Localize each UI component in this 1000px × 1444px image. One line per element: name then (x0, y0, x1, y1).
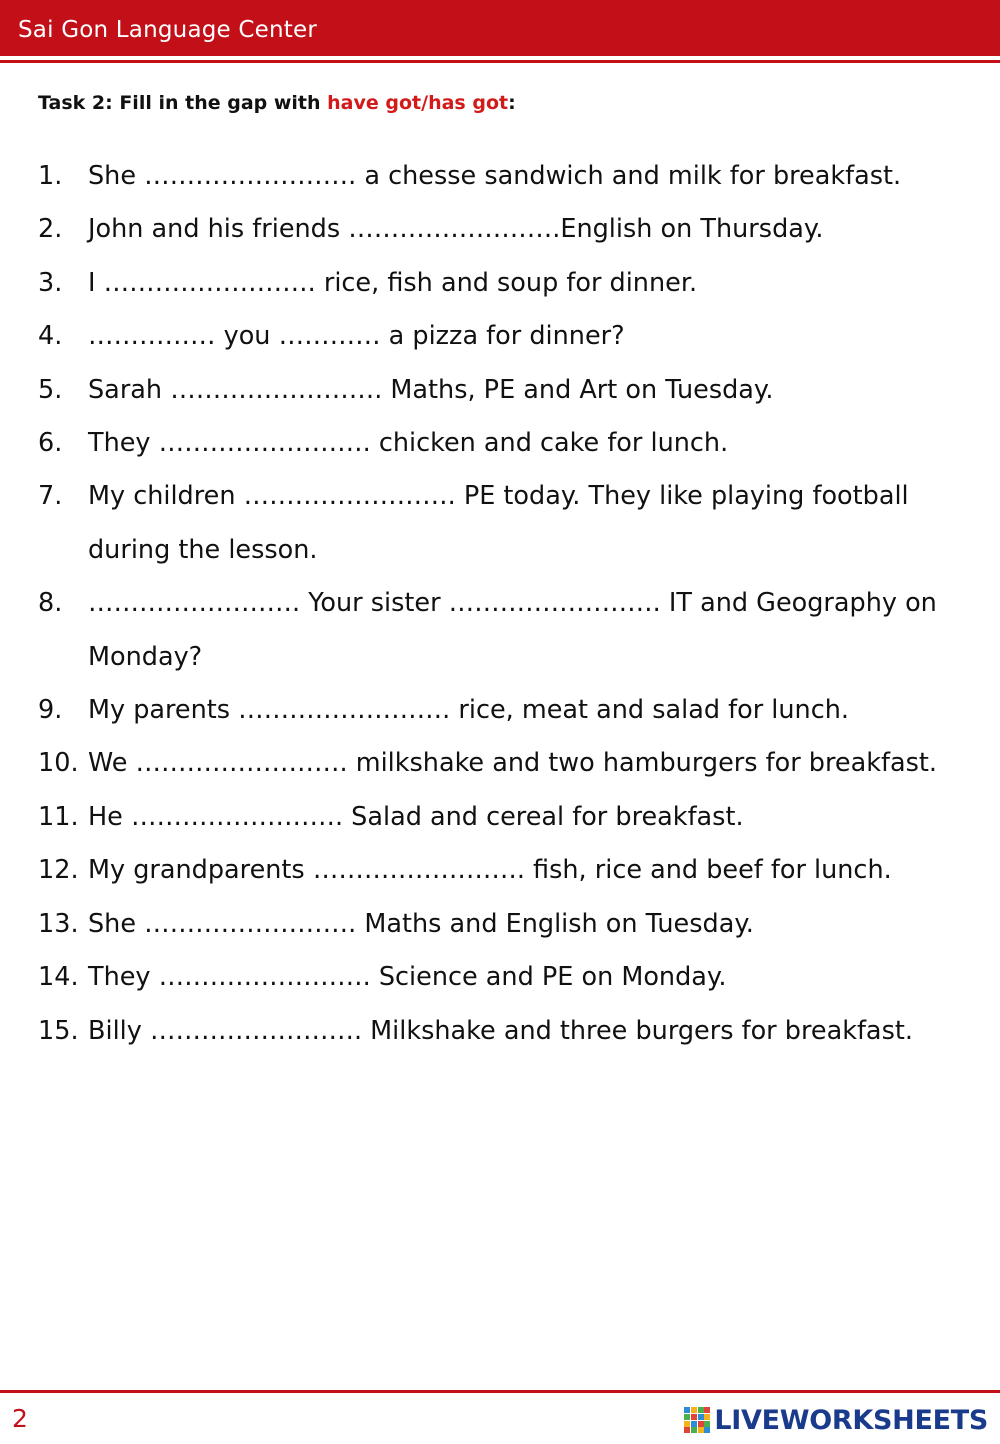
item-text: ……………………. Your sister ……………………. IT and Geography on Monday? (88, 588, 937, 672)
exercise-item (38, 951, 938, 1004)
item-text: He ……………………. Salad and cereal for breakfast. (88, 801, 744, 832)
item-text: John and his friends …………………….English on Thursday. (88, 214, 824, 245)
item-number: 8. (38, 588, 63, 619)
exercise-item (38, 417, 938, 470)
item-text: I ……………………. rice, fish and soup for dinner. (88, 267, 698, 298)
item-text: Billy ……………………. Milkshake and three burgers for breakfast. (88, 1015, 913, 1046)
exercise-item (38, 470, 938, 577)
brand-name: LIVEWORKSHEETS (714, 1404, 988, 1436)
item-text: Sarah ……………………. Maths, PE and Art on Tuesday. (88, 374, 774, 405)
item-text: We ……………………. milkshake and two hamburgers for breakfast. (88, 748, 937, 779)
item-number: 5. (38, 374, 63, 405)
item-number: 9. (38, 695, 63, 726)
item-number: 14. (38, 962, 79, 993)
task-title-prefix: Task 2: Fill in the gap with (38, 92, 328, 114)
item-number: 12. (38, 855, 79, 886)
exercise-item (38, 364, 938, 417)
exercise-item (38, 844, 938, 897)
item-number: 15. (38, 1015, 79, 1046)
item-text: My parents ……………………. rice, meat and salad for lunch. (88, 695, 849, 726)
exercise-item (38, 577, 938, 684)
header-bar (0, 0, 1000, 56)
exercise-item (38, 791, 938, 844)
header-divider (0, 60, 1000, 63)
item-text: My children ……………………. PE today. They like playing football during the lesson. (88, 481, 909, 565)
item-number: 1. (38, 161, 63, 191)
item-number: 13. (38, 908, 79, 939)
exercise-item (38, 150, 938, 203)
liveworksheets-logo-icon (684, 1407, 710, 1433)
item-number: 11. (38, 801, 79, 832)
exercise-list (38, 150, 938, 1058)
exercise-item (38, 684, 938, 737)
item-number: 10. (38, 748, 79, 779)
item-text: They ……………………. chicken and cake for lunch. (88, 428, 729, 459)
exercise-item (38, 1005, 938, 1058)
item-number: 4. (38, 321, 63, 352)
item-text: They ……………………. Science and PE on Monday. (88, 962, 727, 993)
task-title-suffix: : (508, 92, 516, 114)
item-text: My grandparents ……………………. fish, rice and beef for lunch. (88, 855, 892, 886)
task-title (38, 92, 516, 114)
footer-divider (0, 1390, 1000, 1393)
item-number: 2. (38, 214, 63, 245)
item-text: She ……………………. a chesse sandwich and milk for breakfast. (88, 161, 902, 191)
item-text: …………… you ………… a pizza for dinner? (88, 321, 625, 352)
brand (684, 1402, 988, 1438)
exercise-item (38, 737, 938, 790)
item-text: She ……………………. Maths and English on Tuesday. (88, 908, 754, 939)
item-number: 3. (38, 267, 63, 298)
exercise-item (38, 257, 938, 310)
item-number: 6. (38, 428, 63, 459)
page-number: 2 (12, 1404, 28, 1433)
exercise-item (38, 310, 938, 363)
header-title: Sai Gon Language Center (18, 17, 318, 43)
task-title-highlight: have got/has got (327, 92, 509, 114)
item-number: 7. (38, 481, 63, 512)
exercise-item (38, 203, 938, 256)
exercise-item (38, 898, 938, 951)
